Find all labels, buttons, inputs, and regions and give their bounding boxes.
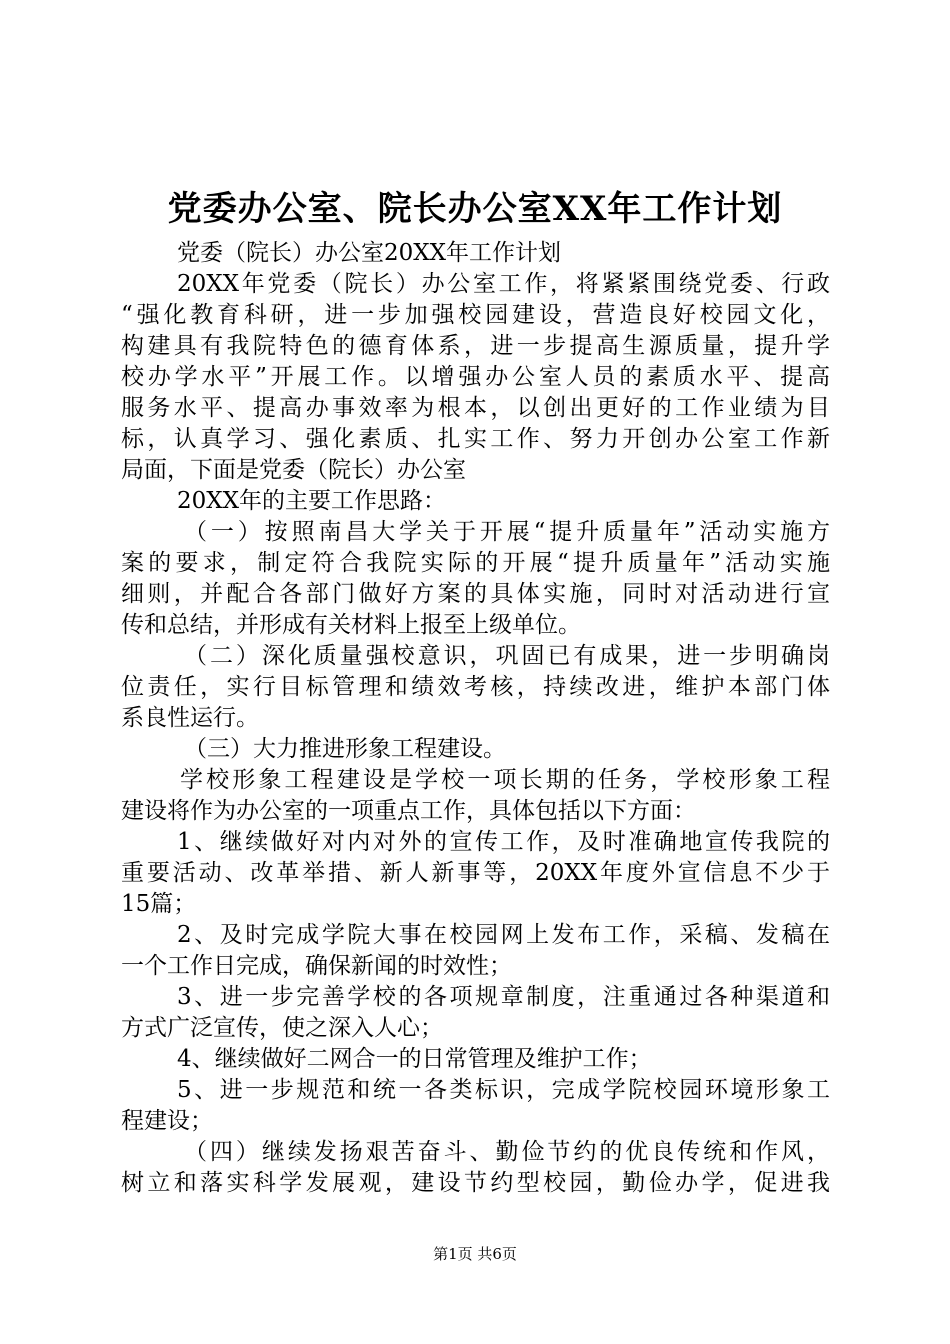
paragraph-line: 3、进一步完善学校的各项规章制度，注重通过各种渠道和 [177,984,830,1010]
paragraph-line: 学校形象工程建设是学校一项长期的任务，学校形象工程 [180,767,830,793]
paragraph-line: （三）大力推进形象工程建设。 [184,736,506,762]
paragraph-line: 标，认真学习、强化素质、扎实工作、努力开创办公室工作新 [121,426,830,452]
paragraph-line: 党委（院长）办公室20XX年工作计划 [177,240,562,266]
paragraph-line: 方式广泛宣传，使之深入人心； [121,1015,443,1041]
paragraph-line: “强化教育科研，进一步加强校园建设，营造良好校园文化， [121,302,830,328]
paragraph-line: 校办学水平”开展工作。以增强办公室人员的素质水平、提高 [121,364,830,390]
paragraph-line: 细则，并配合各部门做好方案的具体实施，同时对活动进行宣 [121,581,830,607]
page-number-footer: 第1页 共6页 [433,1245,517,1263]
paragraph-line: 案的要求，制定符合我院实际的开展“提升质量年”活动实施 [121,550,830,576]
paragraph-line: 系良性运行。 [121,705,259,731]
paragraph-line: 程建设； [121,1108,213,1134]
paragraph-line: 20XX年党委（院长）办公室工作，将紧紧围绕党委、行政 [177,271,830,297]
document-title: 党委办公室、院长办公室XX年工作计划 [167,189,783,229]
paragraph-line: （四）继续发扬艰苦奋斗、勤俭节约的优良传统和作风， [184,1139,830,1165]
paragraph-line: （二）深化质量强校意识，巩固已有成果，进一步明确岗 [184,643,830,669]
paragraph-line: 一个工作日完成，确保新闻的时效性； [121,953,512,979]
paragraph-line: 服务水平、提高办事效率为根本，以创出更好的工作业绩为目 [121,395,830,421]
paragraph-line: 树立和落实科学发展观，建设节约型校园，勤俭办学，促进我 [121,1170,830,1196]
paragraph-line: 重要活动、改革举措、新人新事等，20XX年度外宣信息不少于 [121,860,830,886]
paragraph-line: 构建具有我院特色的德育体系，进一步提高生源质量，提升学 [121,333,830,359]
paragraph-line: 20XX年的主要工作思路： [177,488,447,514]
paragraph-line: 15篇； [121,891,197,917]
paragraph-line: （一）按照南昌大学关于开展“提升质量年”活动实施方 [184,519,830,545]
paragraph-line: 位责任，实行目标管理和绩效考核，持续改进，维护本部门体 [121,674,830,700]
paragraph-line: 2、及时完成学院大事在校园网上发布工作，采稿、发稿在 [177,922,830,948]
paragraph-line: 5、进一步规范和统一各类标识，完成学院校园环境形象工 [177,1077,830,1103]
paragraph-line: 建设将作为办公室的一项重点工作，具体包括以下方面： [121,798,696,824]
paragraph-line: 传和总结，并形成有关材料上报至上级单位。 [121,612,581,638]
paragraph-line: 4、继续做好二网合一的日常管理及维护工作； [177,1046,652,1072]
paragraph-line: 局面，下面是党委（院长）办公室 [121,457,466,483]
paragraph-line: 1、继续做好对内对外的宣传工作，及时准确地宣传我院的 [177,829,830,855]
